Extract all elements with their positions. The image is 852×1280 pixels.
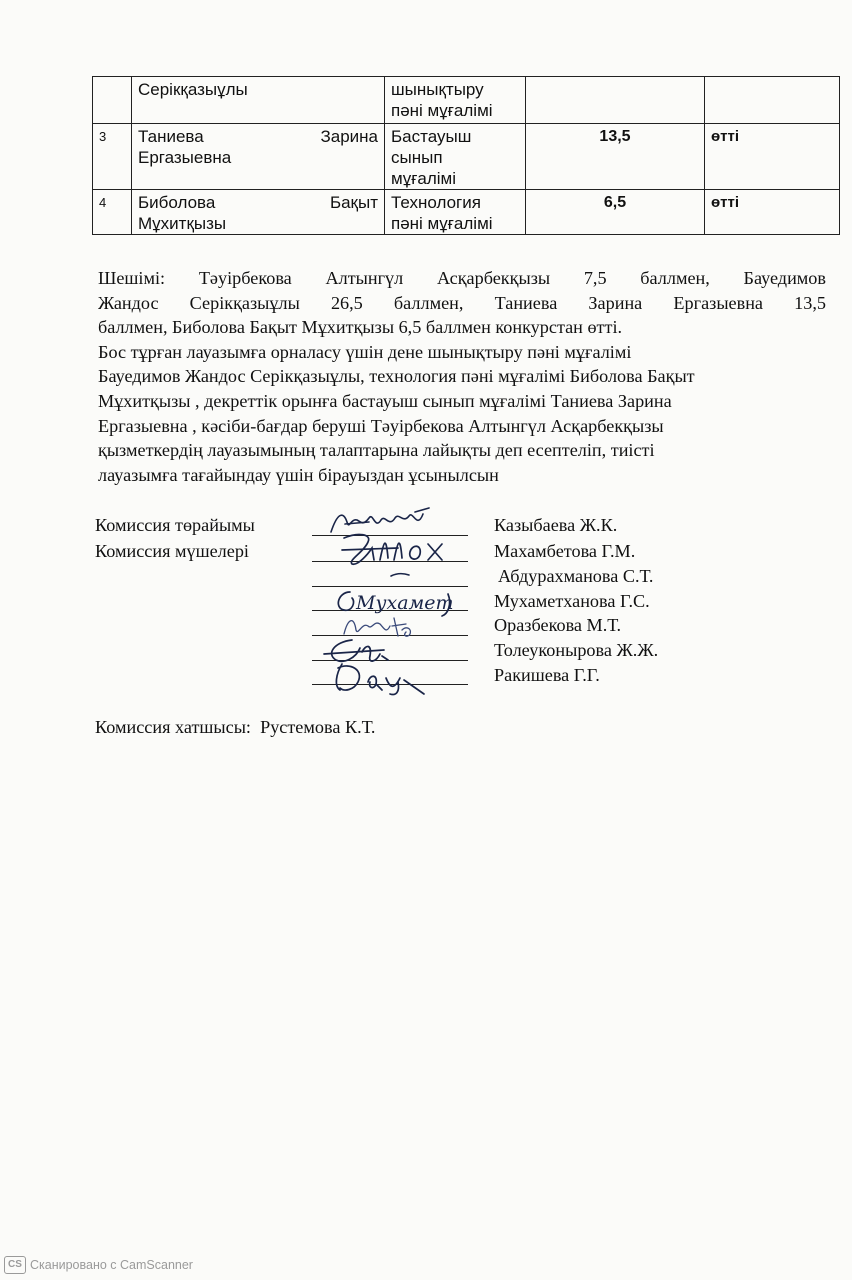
decision-line: баллмен, Биболова Бақыт Мұхитқызы 6,5 баллмен конкурстан өтті. [98,317,623,338]
member-name: Мухаметханова Г.С. [494,591,650,611]
decision-line: лауазымға тағайындау үшін бірауыздан ұсынылсын [98,464,499,485]
candidate-name-line1 [138,192,378,213]
row-number: 4 [93,190,132,235]
decision-line: Бос тұрған лауазымға орналасу үшін дене шынықтыру пәні мұғалімі [98,341,632,362]
signature-image [388,570,412,580]
table-row [93,124,840,190]
candidate-firstname: Бақыт [329,193,378,212]
candidate-result [705,77,840,124]
candidates-table [92,76,840,235]
candidate-firstname: Зарина [320,127,378,146]
candidate-surname: Биболова [138,193,216,212]
signature-image [330,660,430,698]
signature-handwriting: Мухамет [356,592,454,614]
candidate-name-line1 [138,126,378,147]
member-name: Толеуконырова Ж.Ж. [494,640,659,660]
decision-line: Жандос Серікқазыұлы 26,5 баллмен, Таниева Зарина Ергазыевна 13,5 [98,292,826,313]
candidate-name [132,190,385,235]
candidate-result: өтті [705,124,840,190]
candidate-result: өтті [705,190,840,235]
member-name: Ракишева Г.Г. [494,665,600,685]
camscanner-watermark [4,1256,193,1274]
chair-label: Комиссия төрайымы [95,515,255,535]
camscanner-logo: CS [4,1256,26,1274]
candidate-score [526,77,705,124]
candidate-position [385,190,526,235]
decision-line: Мұхитқызы , декреттік орынға бастауыш сынып мұғалімі Таниева Зарина [98,390,672,411]
candidate-surname: Таниева [138,127,204,146]
decision-line: Бауедимов Жандос Серікқазыұлы, технология пәні мұғалімі Биболова Бақыт [98,366,695,387]
members-label: Комиссия мүшелері [95,541,249,561]
row-number [93,77,132,124]
candidate-name [132,77,385,124]
position-line: сынып [391,148,443,167]
table-row [93,190,840,235]
row-number: 3 [93,124,132,190]
candidate-patronymic: Мұхитқызы [138,214,227,233]
position-line: пәні мұғалімі [391,214,493,233]
decision-line: Шешімі: Тәуірбекова Алтынгүл Асқарбекқызы 7,5 баллмен, Бауедимов [98,268,826,288]
secretary-name: Рустемова К.Т. [260,717,376,737]
position-line: Бастауыш [391,127,472,146]
position-line: пәні мұғалімі [391,101,493,120]
member-name: Оразбекова М.Т. [494,615,622,635]
position-line: шынықтыру [391,80,484,99]
signature-image [338,530,458,568]
candidate-name [132,124,385,190]
candidate-position [385,124,526,190]
member-name: Махамбетова Г.М. [494,541,636,561]
candidate-patronymic: Ергазыевна [138,148,232,167]
member-name: Казыбаева Ж.К. [494,515,618,535]
decision-line: Ергазыевна , кәсіби-бағдар беруші Тәуірбекова Алтынгүл Асқарбекқызы [98,415,664,436]
table-row [93,77,840,124]
secretary-line [95,716,375,738]
candidate-score: 13,5 [526,124,705,190]
secretary-label: Комиссия хатшысы: [95,717,251,737]
member-name: Абдурахманова С.Т. [498,566,654,586]
position-line: Технология [391,193,481,212]
candidate-position [385,77,526,124]
decision-line: қызметкердің лауазымының талаптарына лайықты деп есептеліп, тиісті [98,440,655,461]
candidate-score: 6,5 [526,190,705,235]
decision-paragraph [98,266,826,487]
scanner-text: Сканировано с CamScanner [30,1258,193,1272]
position-line: мұғалімі [391,169,457,188]
candidate-name-line1: Серікқазыұлы [138,80,248,99]
